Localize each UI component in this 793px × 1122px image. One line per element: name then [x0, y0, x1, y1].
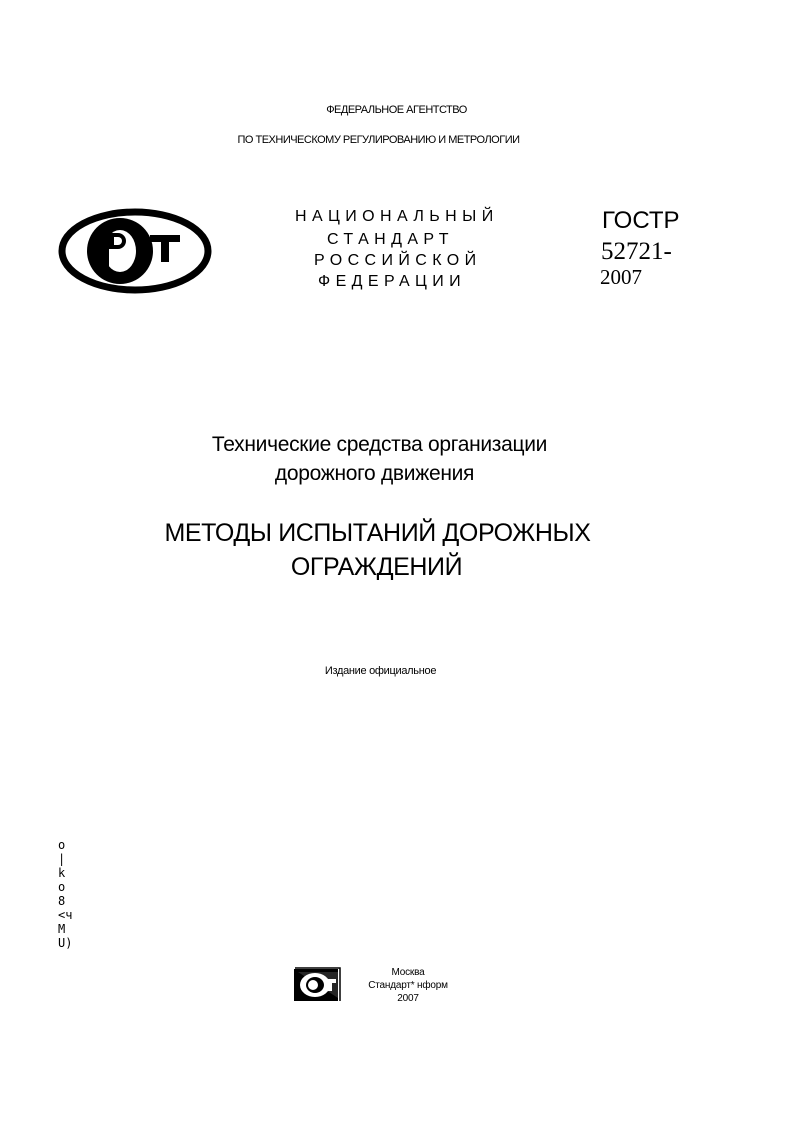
side-mark-char: 8	[58, 894, 66, 908]
national-standard-line-3: РОССИЙСКОЙ	[314, 252, 482, 269]
title-line-1: Технические средства организации	[211, 433, 548, 456]
agency-line-1: ФЕДЕРАЛЬНОЕ АГЕНТСТВО	[326, 104, 467, 116]
standartinform-logo-icon	[293, 967, 342, 1003]
agency-line-2: ПО ТЕХНИЧЕСКОМУ РЕГУЛИРОВАНИЮ И МЕТРОЛОГИИ	[237, 134, 520, 146]
title-line-2: дорожного движения	[274, 462, 475, 485]
publisher-name: Стандарт* нформ	[368, 980, 448, 991]
standard-code: ГОСТР	[602, 207, 680, 234]
national-standard-line-2: СТАНДАРТ	[327, 231, 454, 248]
edition-note: Издание официальное	[324, 665, 437, 677]
national-standard-line-1: НАЦИОНАЛЬНЫЙ	[295, 208, 499, 225]
side-mark	[58, 838, 78, 950]
standard-year: 2007	[600, 265, 642, 289]
standard-number: 52721-	[601, 238, 672, 265]
side-mark-char: k	[58, 866, 66, 880]
rst-logo-icon	[58, 208, 213, 294]
side-mark-char: M	[58, 922, 66, 936]
publisher-year: 2007	[397, 993, 419, 1004]
side-mark-char: о	[58, 838, 66, 852]
subtitle-line-1: МЕТОДЫ ИСПЫТАНИЙ ДОРОЖНЫХ	[164, 519, 591, 547]
subtitle-line-2: ОГРАЖДЕНИЙ	[290, 553, 463, 581]
national-standard-line-4: ФЕДЕРАЦИИ	[318, 273, 467, 290]
side-mark-char: U)	[58, 936, 73, 950]
publisher-city: Москва	[391, 967, 425, 978]
side-mark-char: |	[58, 852, 66, 866]
side-mark-char: <ч	[58, 908, 73, 922]
side-mark-char: o	[58, 880, 66, 894]
